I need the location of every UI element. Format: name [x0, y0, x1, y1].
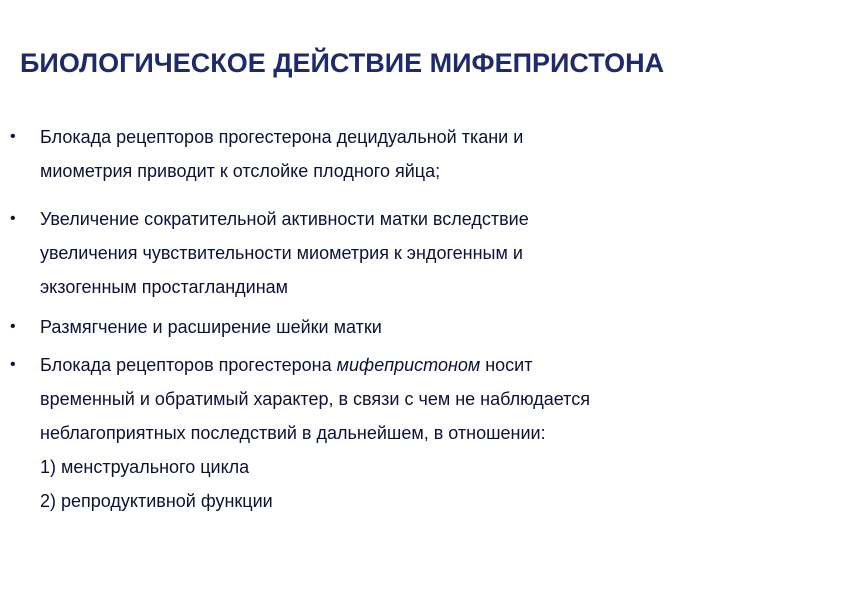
- bullet-item-4: [10, 348, 810, 518]
- bullet-item-1: [10, 120, 810, 188]
- bullet-text-line: неблагоприятных последствий в дальнейшем, в отношении:: [40, 423, 546, 443]
- bullet-item-3: [10, 310, 810, 344]
- slide-title: БИОЛОГИЧЕСКОЕ ДЕЙСТВИЕ МИФЕПРИСТОНА: [20, 48, 665, 78]
- bullet-item-2: [10, 202, 810, 304]
- bullet-text-line: миометрия приводит к отслойке плодного яйца;: [40, 161, 441, 181]
- bullet-icon: •: [10, 318, 16, 335]
- bullet-text-line: экзогенным простагландинам: [40, 277, 289, 297]
- bullet-text-line: 2) репродуктивной функции: [40, 491, 273, 511]
- bullet-text-line: временный и обратимый характер, в связи с чем не наблюдается: [40, 389, 590, 409]
- bullet-text-line: Блокада рецепторов прогестерона децидуальной ткани и: [40, 127, 524, 147]
- bullet-icon: •: [10, 128, 16, 145]
- bullet-text-segment: носит: [480, 355, 533, 375]
- bullet-text-line: 1) менструального цикла: [40, 457, 250, 477]
- bullet-text-line: увеличения чувствительности миометрия к эндогенным и: [40, 243, 523, 263]
- bullet-text-italic: мифепристоном: [336, 355, 481, 375]
- bullet-text-line: Размягчение и расширение шейки матки: [40, 317, 382, 337]
- bullet-icon: •: [10, 210, 16, 227]
- bullet-text-line: Увеличение сократительной активности матки вследствие: [40, 209, 529, 229]
- bullet-text-line: [40, 348, 810, 382]
- bullet-list: [10, 120, 810, 530]
- bullet-icon: •: [10, 356, 16, 373]
- bullet-text-segment: Блокада рецепторов прогестерона: [40, 355, 337, 375]
